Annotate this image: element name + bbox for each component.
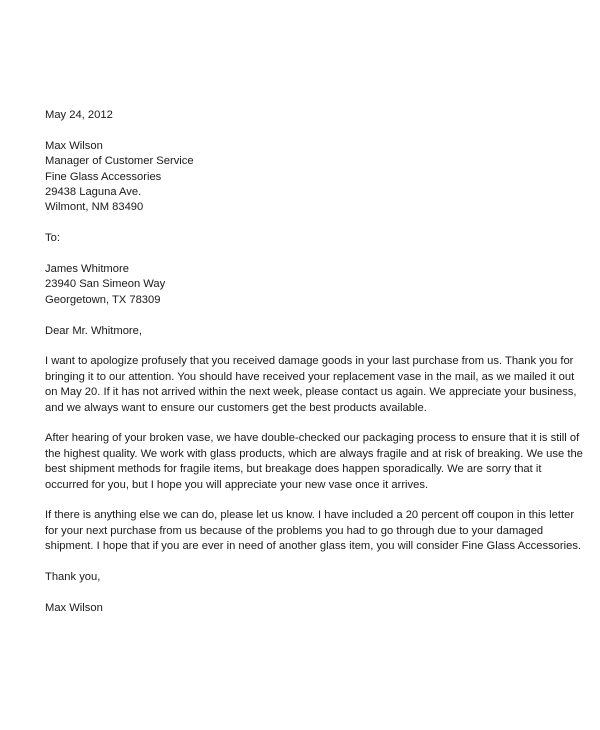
letter-date-block (45, 108, 560, 123)
paragraph-line: bringing it to our attention. You should have received your replacement vase in the mail, as we mailed it out (45, 370, 575, 383)
paragraph-line: If there is anything else we can do, please let us know. I have included a 20 percent off coupon in this letter (45, 509, 575, 522)
paragraph-line: the highest quality. We work with glass products, which are always fragile and at risk of breaking. We use the (45, 447, 583, 460)
sender-name: Max Wilson (45, 139, 103, 152)
salutation: Dear Mr. Whitmore, (45, 324, 142, 337)
closing: Thank you, (45, 571, 101, 584)
sender-city: Wilmont, NM 83490 (45, 201, 144, 214)
sender-company: Fine Glass Accessories (45, 170, 162, 183)
recipient-address (45, 262, 560, 308)
paragraph-line: on May 20. If it has not arrived within the next week, please contact us again. We appreciate your business, (45, 386, 577, 399)
paragraph-2 (45, 431, 583, 493)
closing-block (45, 570, 560, 585)
to-label-block (45, 231, 560, 246)
letter-body (45, 108, 583, 632)
sender-address (45, 139, 560, 216)
paragraph-3 (45, 508, 582, 554)
salutation-block (45, 324, 560, 339)
recipient-name: James Whitmore (45, 263, 129, 276)
paragraph-line: for your next purchase from us because of the problems you had to go through due to your damaged (45, 524, 544, 537)
signature-block (45, 601, 560, 616)
paragraph-line: and we always want to ensure our customers get the best products available. (45, 401, 427, 414)
to-label: To: (45, 232, 60, 245)
sender-street: 29438 Laguna Ave. (45, 186, 142, 199)
letter-date: May 24, 2012 (45, 109, 113, 121)
paragraph-line: After hearing of your broken vase, we have double-checked our packaging process to ensure that it is still of (45, 432, 580, 445)
sender-title: Manager of Customer Service (45, 155, 194, 168)
paragraph-line: shipment. I hope that if you are ever in need of another glass item, you will consider Fine Glass Accessories. (45, 540, 582, 553)
recipient-street: 23940 San Simeon Way (45, 278, 166, 291)
signature-name: Max Wilson (45, 601, 103, 614)
paragraph-line: occurred for you, but I hope you will appreciate your new vase once it arrives. (45, 478, 429, 491)
paragraph-1 (45, 354, 577, 416)
paragraph-line: I want to apologize profusely that you received damage goods in your last purchase from us. Thank you for (45, 355, 574, 368)
recipient-city: Georgetown, TX 78309 (45, 293, 161, 306)
paragraph-line: best shipment methods for fragile items, but breakage does happen sporadically. We are sorry that it (45, 463, 542, 476)
